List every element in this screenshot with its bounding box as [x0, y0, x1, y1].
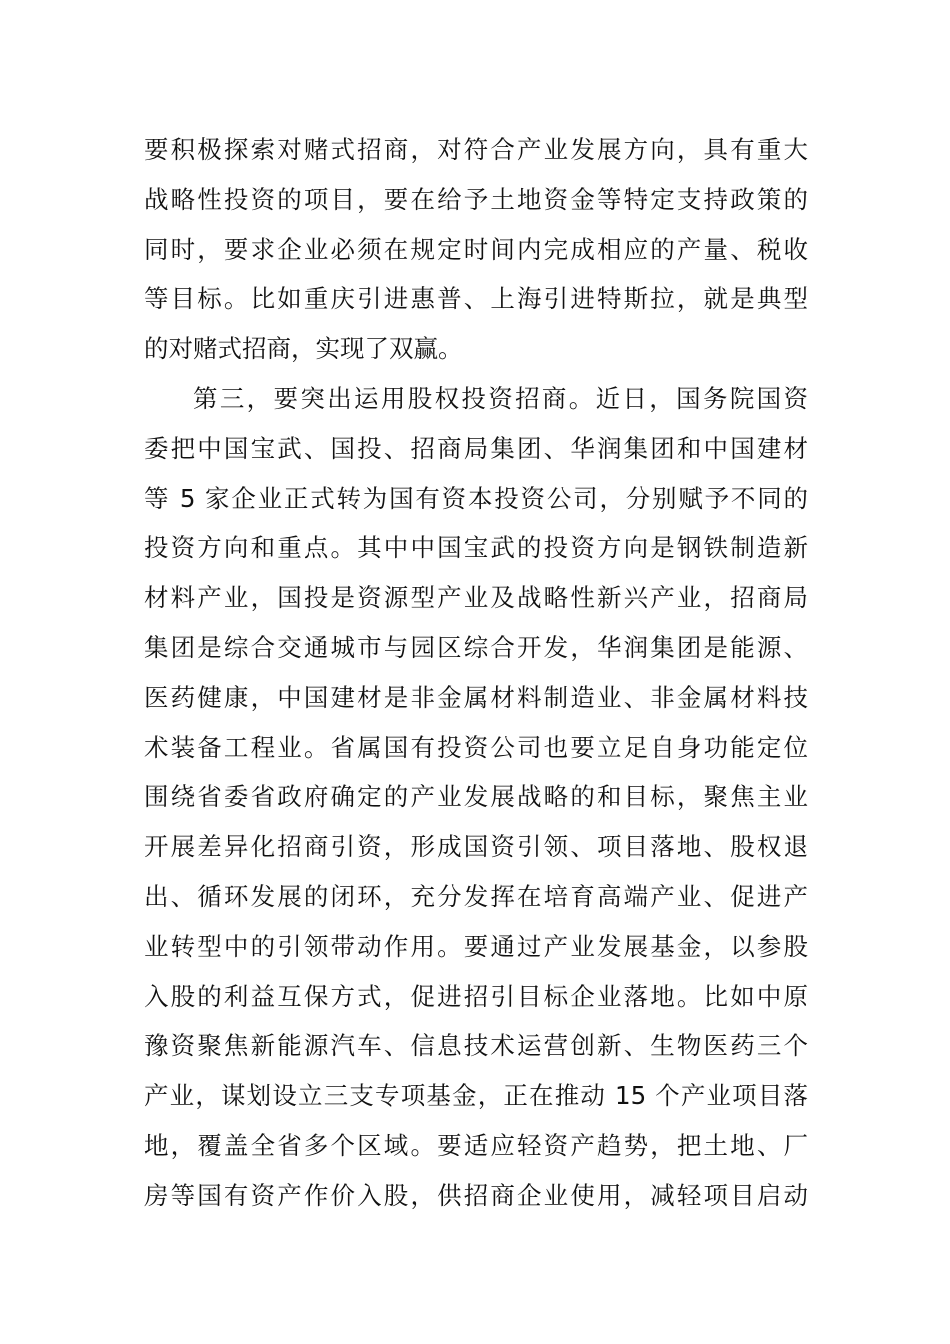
- text-line: 业转型中的引领带动作用。要通过产业发展基金，以参股: [144, 931, 808, 961]
- text-line: 等目标。比如重庆引进惠普、上海引进特斯拉，就是典型: [144, 284, 808, 314]
- text-line: 材料产业，国投是资源型产业及战略性新兴产业，招商局: [144, 583, 808, 613]
- text-line: 房等国有资产作价入股，供招商企业使用，减轻项目启动: [144, 1180, 808, 1210]
- text-line: 同时，要求企业必须在规定时间内完成相应的产量、税收: [144, 234, 808, 264]
- text-line: 等 5 家企业正式转为国有资本投资公司，分别赋予不同的: [144, 483, 808, 513]
- text-line: 术装备工程业。省属国有投资公司也要立足自身功能定位: [144, 732, 808, 762]
- text-line: 围绕省委省政府确定的产业发展战略的和目标，聚焦主业: [144, 782, 808, 812]
- text-line: 战略性投资的项目，要在给予土地资金等特定支持政策的: [144, 184, 808, 214]
- text-line: 地，覆盖全省多个区域。要适应轻资产趋势，把土地、厂: [144, 1130, 808, 1160]
- document-body: [144, 125, 808, 1221]
- paragraph-end-line: 的对赌式招商，实现了双赢。: [144, 334, 463, 364]
- text-line: 集团是综合交通城市与园区综合开发，华润集团是能源、: [144, 632, 808, 662]
- text-line: 入股的利益互保方式，促进招引目标企业落地。比如中原: [144, 981, 808, 1011]
- text-line: 投资方向和重点。其中中国宝武的投资方向是钢铁制造新: [144, 533, 808, 563]
- text-line: 开展差异化招商引资，形成国资引领、项目落地、股权退: [144, 832, 808, 862]
- text-line: 医药健康，中国建材是非金属材料制造业、非金属材料技: [144, 682, 808, 712]
- text-line: 要积极探索对赌式招商，对符合产业发展方向，具有重大: [144, 135, 808, 164]
- text-line: 委把中国宝武、国投、招商局集团、华润集团和中国建材: [144, 433, 808, 463]
- text-line: 豫资聚焦新能源汽车、信息技术运营创新、生物医药三个: [144, 1031, 808, 1061]
- text-line: 出、循环发展的闭环，充分发挥在培育高端产业、促进产: [144, 881, 808, 911]
- text-line: 产业，谋划设立三支专项基金，正在推动 15 个产业项目落: [144, 1081, 808, 1111]
- paragraph-first-line: 第三，要突出运用股权投资招商。近日，国务院国资: [193, 383, 808, 413]
